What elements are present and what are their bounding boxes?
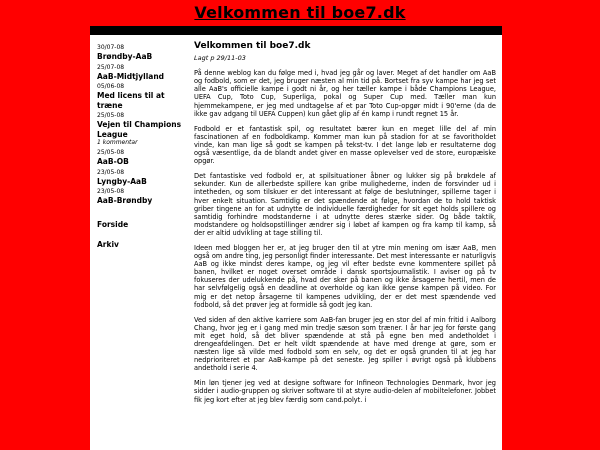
post-paragraph: Ideen med bloggen her er, at jeg bruger den til at ytre min mening om især AaB, men også om andre ting, jeg personligt finder interessante. Det mest interessante er naturligvis AaB og ikke mindst deres kampe, og jeg vil efter bedste evne kommentere spillet på banen, hvilket er noget overset område i dansk sportsjournalistik. I aviser og på tv fokuseres der udelukkende på, hvad der sker på banen og ikke årsagerne hertil, men de har selvfølgelig også en deadline at overholde og kan ikke gense kampen på video. For mig er det netop årsagerne til kampenes udvikling, der er det mest spændende ved fodbold, så det prøver jeg at formidle så godt jeg kan. [194, 243, 496, 309]
entry-link[interactable]: Brøndby-AaB [97, 52, 153, 61]
entry-date: 25/05-08 [97, 112, 125, 119]
site-title: Velkommen til boe7.dk [194, 3, 406, 22]
sidebar-entry [97, 43, 185, 62]
entry-date: 23/05-08 [97, 168, 125, 176]
post-paragraph: Min løn tjener jeg ved at designe software for Infineon Technologies Denmark, hvor jeg sidder i audio-gruppen og skriver software til at styre audio-delen af mobiltelefoner. Jobbet fik jeg kort efter at jeg blev færdig som cand.polyt. i [194, 379, 496, 404]
entry-link[interactable]: AaB-Midtjylland [97, 71, 165, 81]
sidebar-entry [97, 168, 185, 187]
entry-date: 25/05-08 [97, 149, 125, 156]
entry-date: 23/05-08 [97, 188, 125, 195]
sidebar-entry [97, 82, 185, 110]
nav-arkiv-link[interactable]: Arkiv [97, 239, 119, 249]
post-paragraph: Det fantastiske ved fodbold er, at spilsituationer åbner og lukker sig på brøkdele af sekunder. Kun de allerbedste spillere kan gribe mulighederne, inden de forsvinder ud i intetheden, og som tilskuer er det interessant at følge de beslutninger, spillerne tager i hver enkelt situation. Samtidig er det spændende at følge, hvordan de to hold taktisk griber tingene an for at udnytte de individuelle færdigheder for sit eget holds spillere og samtidig forhindre modstanderne i at udnytte deres stærke sider. Og både taktik, modstandere og holdsopstillinger ændrer sig i løbet af kampen og fra kamp til kamp, så der er altid udvikling at tage stilling til. [194, 172, 496, 237]
page-container [90, 26, 502, 450]
post-paragraph: Fodbold er et fantastisk spil, og resultatet bærer kun en meget lille del af min fascinationen af en fodboldkamp. Kommer man kun på stadion for at se favoritholdet vinde, kan man lige så godt se kampen på tekst-tv. I det lange løb er resultaterne dog også væsentlige, da de blandt andet giver en masse oplevelser ved de store, europæiske opgør. [194, 124, 496, 166]
entry-link[interactable]: AaB-OB [97, 157, 129, 166]
post-meta: Lagt p 29/11-03 [194, 54, 246, 63]
entry-date: 25/07-08 [97, 63, 125, 71]
sidebar-entry [97, 187, 185, 206]
sidebar-entry [97, 111, 185, 147]
post-title: Velkommen til boe7.dk [194, 41, 311, 51]
entry-link[interactable]: Vejen til Champions League [97, 120, 182, 139]
entry-link[interactable]: Med licens til at træne [97, 91, 165, 110]
entry-date: 30/07-08 [97, 44, 125, 51]
entry-link[interactable]: AaB-Brøndby [97, 196, 153, 205]
post-paragraph: Ved siden af den aktive karriere som AaB-fan bruger jeg en stor del af min fritid i Aalborg Chang, hvor jeg er i gang med min tredje sæson som træner. I år har jeg for første gang mit eget hold, så det bliver spændende at stå på egne ben med andetholdet i drengeafdelingen. Det er helt vildt spændende at have med drenge at gøre, som er næsten lige så vilde med fodbold som en selv, og det er også grunden til at jeg har nedprioriteret et par AaB-kampe på det seneste. Jeg spiller i øvrigt også på klubbens andethold i serie 4. [194, 315, 496, 373]
post-paragraph: På denne weblog kan du følge med i, hvad jeg går og laver. Meget af det handler om AaB og fodbold, som er det, jeg bruger næsten al min tid på. Bortset fra syv kampe har jeg set alle AaB's officielle kampe i godt ni år, og her tæller kampe i både Champions League, UEFA Cup, Toto Cup, Superliga, pokal og Super Cup med. Tæller man kun hjemmekampene, er jeg med undtagelse af et par Toto Cup-opgør midt i 90'erne (da de ikke gav adgang til UEFA Cuppen) kun gået glip af én kamp i rundt regnet 15 år. [194, 69, 496, 118]
sidebar [97, 43, 185, 249]
sidebar-entry [97, 148, 185, 167]
comment-count[interactable]: 1 kommentar [97, 139, 138, 146]
nav-forside-link[interactable]: Forside [97, 219, 129, 229]
entry-link[interactable]: Lyngby-AaB [97, 176, 147, 186]
main-content [194, 42, 496, 411]
entry-date: 05/06-08 [97, 83, 125, 90]
top-bar [90, 26, 502, 35]
sidebar-entry [97, 63, 185, 82]
